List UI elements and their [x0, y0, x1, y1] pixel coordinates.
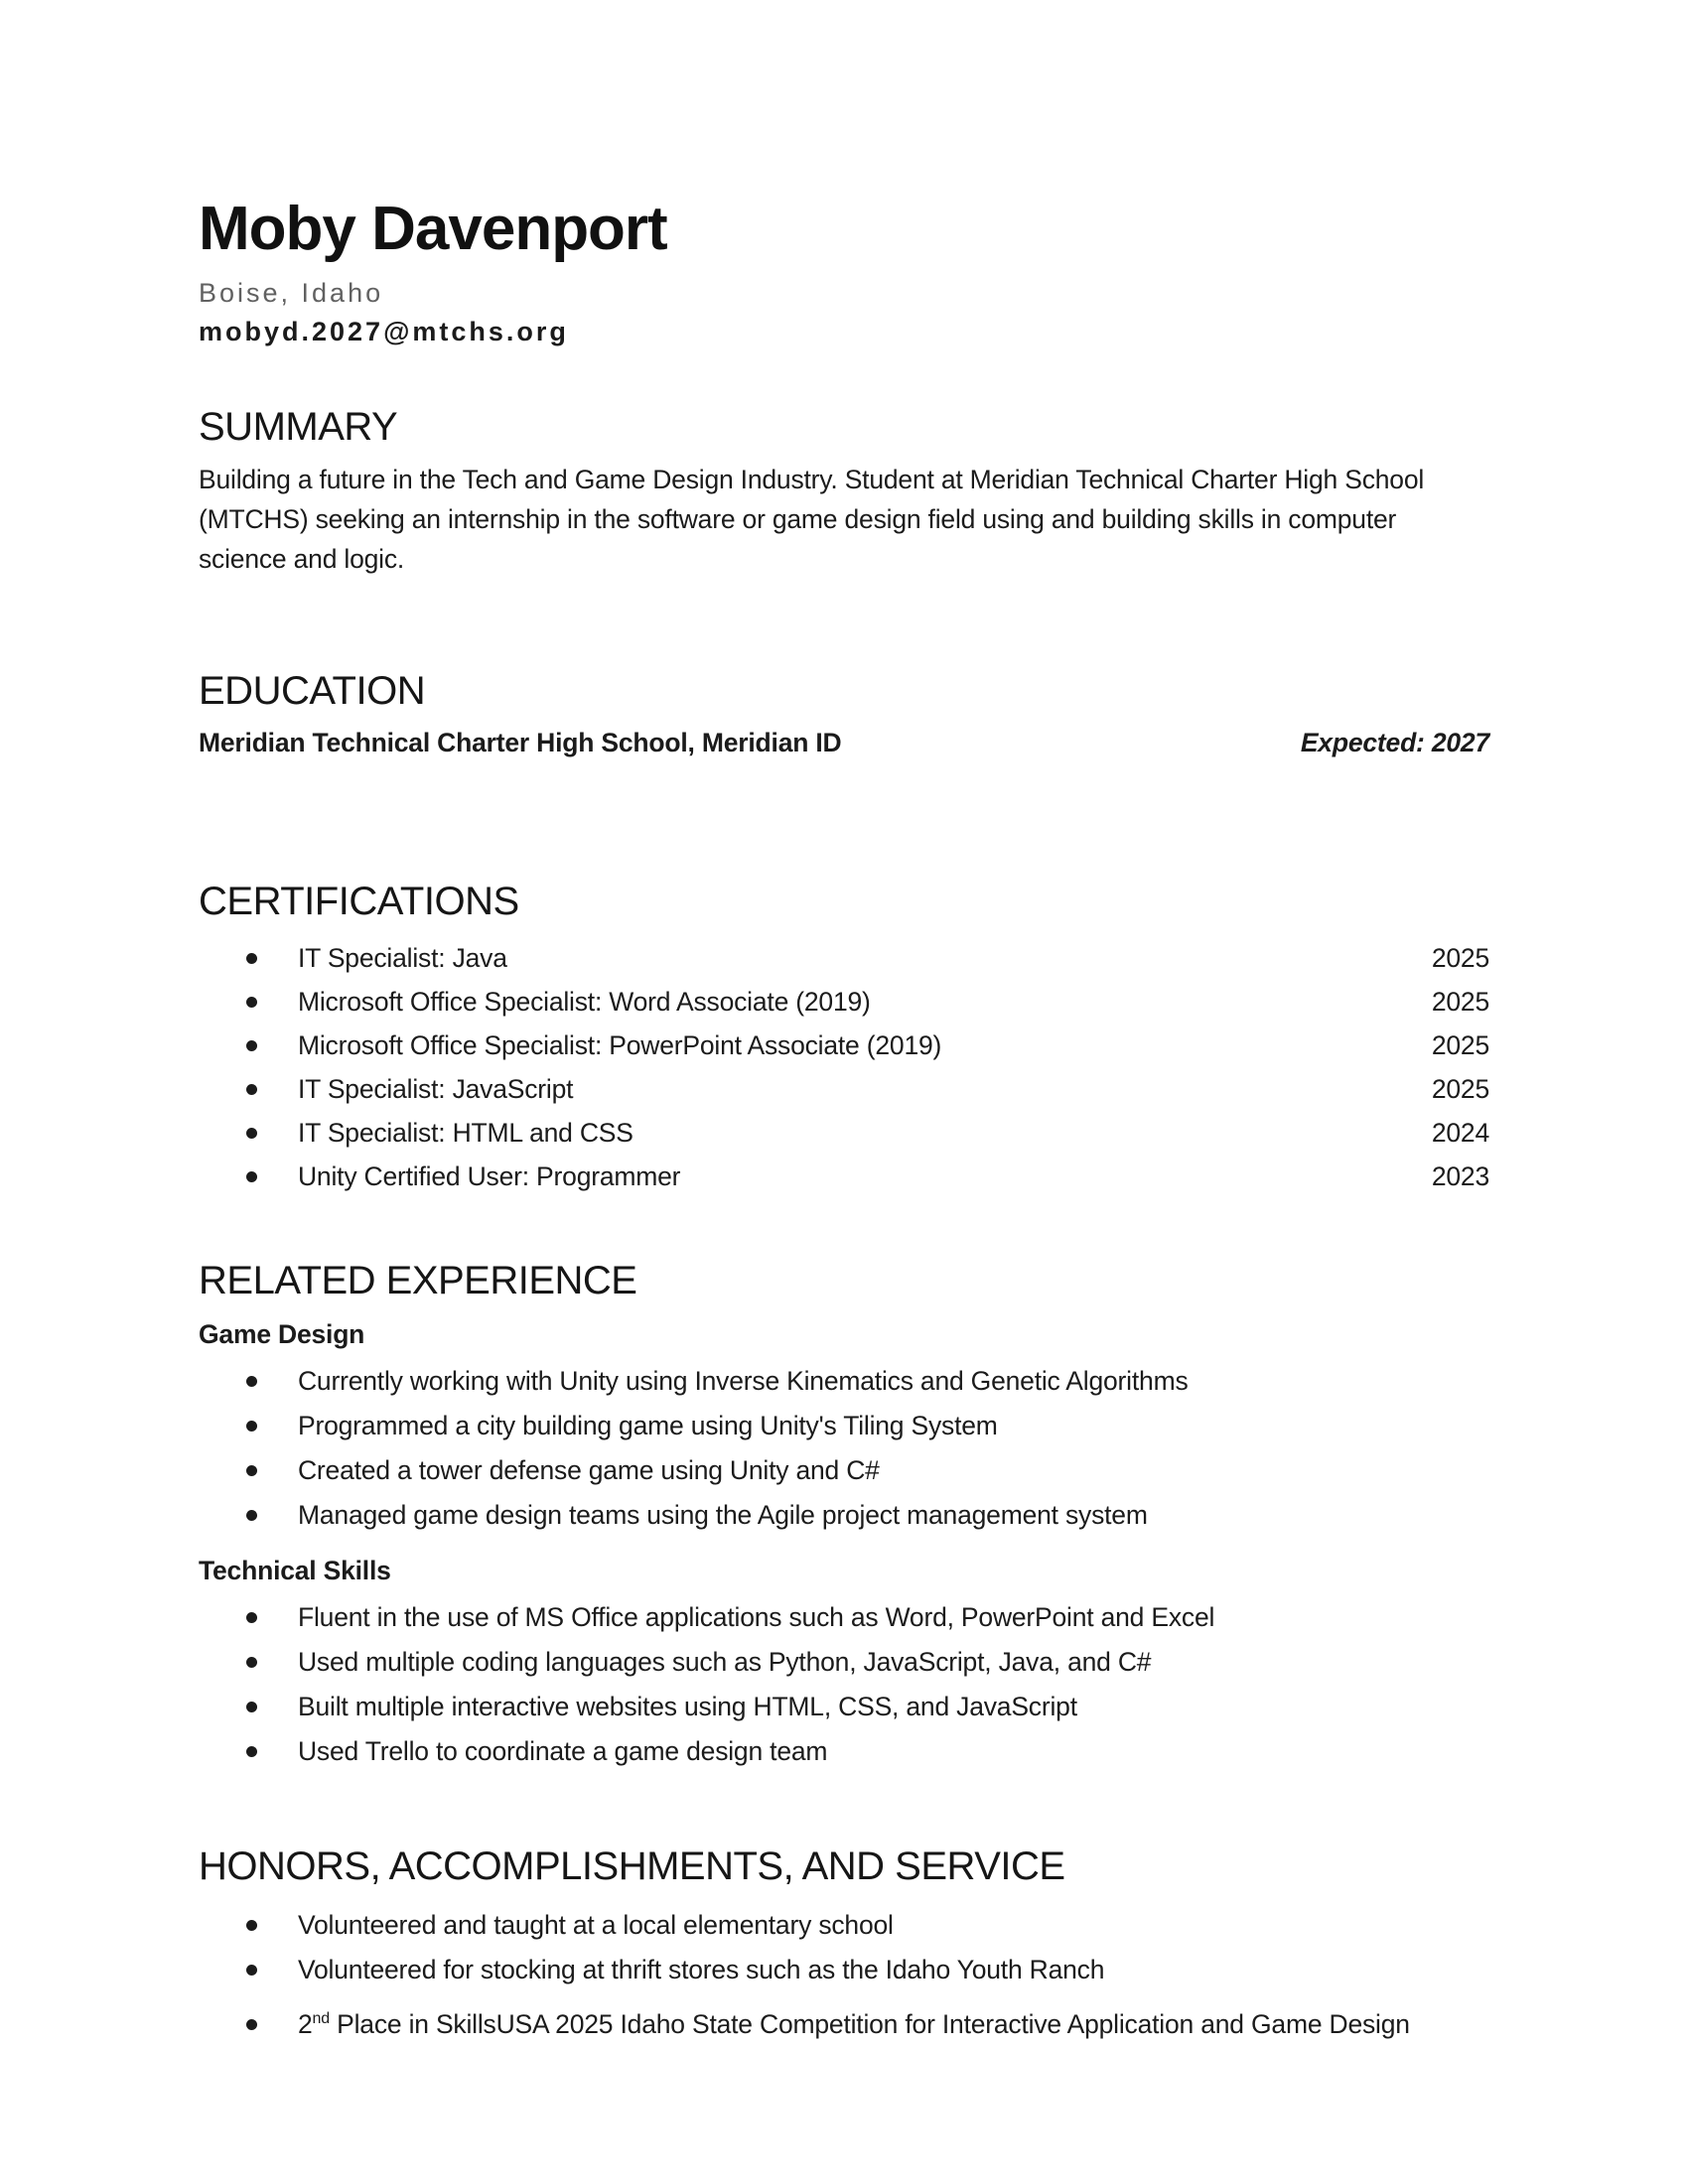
- education-heading: EDUCATION: [199, 669, 426, 713]
- bullet-icon: [246, 1084, 257, 1095]
- bullet-icon: [246, 1421, 257, 1432]
- education-school: Meridian Technical Charter High School, Meridian ID: [199, 728, 842, 757]
- cert-item: [199, 980, 1489, 1024]
- cert-label: IT Specialist: JavaScript: [298, 1074, 574, 1104]
- ordinal-number: 2: [298, 2009, 313, 2039]
- bullet-icon: [246, 997, 257, 1008]
- bullet-icon: [246, 2019, 257, 2030]
- experience-item-text: Programmed a city building game using Unity's Tiling System: [298, 1411, 998, 1440]
- bullet-icon: [246, 1510, 257, 1521]
- experience-item: [199, 1595, 1489, 1640]
- bullet-icon: [246, 1465, 257, 1476]
- bullet-icon: [246, 953, 257, 964]
- section-certifications: [199, 881, 1489, 1198]
- honors-list: [199, 1903, 1489, 2047]
- person-name: Moby Davenport: [199, 195, 667, 263]
- person-email: mobyd.2027@mtchs.org: [199, 317, 569, 346]
- bullet-icon: [246, 1128, 257, 1139]
- person-location: Boise, Idaho: [199, 278, 384, 308]
- experience-item: [199, 1685, 1489, 1729]
- honors-item-text-rest: Place in SkillsUSA 2025 Idaho State Competition for Interactive Application and Game Design: [329, 2009, 1410, 2039]
- ordinal-suffix: nd: [312, 2010, 330, 2028]
- experience-item: [199, 1359, 1489, 1404]
- experience-item: [199, 1493, 1489, 1538]
- bullet-icon: [246, 1376, 257, 1387]
- cert-year: 2025: [1431, 943, 1489, 973]
- honors-item: [199, 2002, 1489, 2047]
- certifications-heading: CERTIFICATIONS: [199, 880, 519, 923]
- bullet-icon: [246, 1612, 257, 1623]
- experience-item: [199, 1448, 1489, 1493]
- bullet-icon: [246, 1920, 257, 1931]
- section-summary: [199, 406, 1489, 579]
- honors-item-text: [298, 2002, 1410, 2047]
- honors-item-text: Volunteered and taught at a local elementary school: [298, 1910, 894, 1940]
- experience-item-text: Fluent in the use of MS Office applications such as Word, PowerPoint and Excel: [298, 1602, 1215, 1632]
- experience-item-text: Managed game design teams using the Agile project management system: [298, 1500, 1148, 1530]
- bullet-icon: [246, 1657, 257, 1668]
- cert-item: [199, 1155, 1489, 1198]
- bullet-icon: [246, 1040, 257, 1051]
- experience-item-text: Created a tower defense game using Unity and C#: [298, 1455, 880, 1485]
- bullet-icon: [246, 1171, 257, 1182]
- cert-year: 2025: [1431, 1030, 1489, 1060]
- cert-label: IT Specialist: HTML and CSS: [298, 1118, 633, 1148]
- resume-header: [199, 195, 1489, 346]
- cert-year: 2025: [1431, 987, 1489, 1017]
- experience-item: [199, 1640, 1489, 1685]
- bullet-icon: [246, 1702, 257, 1712]
- honors-heading: HONORS, ACCOMPLISHMENTS, AND SERVICE: [199, 1844, 1065, 1888]
- experience-item-text: Currently working with Unity using Inverse Kinematics and Genetic Algorithms: [298, 1366, 1189, 1396]
- summary-text: Building a future in the Tech and Game Design Industry. Student at Meridian Technical Charter High School (MTCHS) seeking an internship in the software or game design field using and building skills in computer science and logic.: [199, 465, 1425, 574]
- experience-item-text: Built multiple interactive websites using HTML, CSS, and JavaScript: [298, 1692, 1077, 1721]
- cert-item: [199, 1024, 1489, 1067]
- summary-heading: SUMMARY: [199, 405, 398, 449]
- cert-label: IT Specialist: Java: [298, 943, 507, 973]
- education-row: [199, 726, 1489, 759]
- experience-group-title: Technical Skills: [199, 1556, 391, 1585]
- experience-group-title: Game Design: [199, 1319, 365, 1349]
- honors-item-text: Volunteered for stocking at thrift stores such as the Idaho Youth Ranch: [298, 1955, 1105, 1984]
- section-related-experience: [199, 1260, 1489, 1774]
- bullet-icon: [246, 1965, 257, 1976]
- cert-year: 2024: [1431, 1118, 1489, 1148]
- section-education: [199, 670, 1489, 759]
- bullet-icon: [246, 1746, 257, 1757]
- experience-item-text: Used Trello to coordinate a game design team: [298, 1736, 828, 1766]
- experience-list: [199, 1595, 1489, 1774]
- section-honors: [199, 1845, 1489, 2047]
- cert-year: 2023: [1431, 1161, 1489, 1191]
- experience-item: [199, 1404, 1489, 1448]
- cert-item: [199, 1067, 1489, 1111]
- cert-year: 2025: [1431, 1074, 1489, 1104]
- experience-item: [199, 1729, 1489, 1774]
- experience-item-text: Used multiple coding languages such as Python, JavaScript, Java, and C#: [298, 1647, 1152, 1677]
- experience-list: [199, 1359, 1489, 1538]
- cert-item: [199, 936, 1489, 980]
- cert-label: Unity Certified User: Programmer: [298, 1161, 681, 1191]
- cert-label: Microsoft Office Specialist: Word Associate (2019): [298, 987, 871, 1017]
- cert-label: Microsoft Office Specialist: PowerPoint Associate (2019): [298, 1030, 942, 1060]
- honors-item: [199, 1948, 1489, 1992]
- experience-heading: RELATED EXPERIENCE: [199, 1259, 637, 1302]
- cert-item: [199, 1111, 1489, 1155]
- education-expected-date: Expected: 2027: [1300, 728, 1489, 757]
- certifications-list: [199, 936, 1489, 1198]
- honors-item: [199, 1903, 1489, 1948]
